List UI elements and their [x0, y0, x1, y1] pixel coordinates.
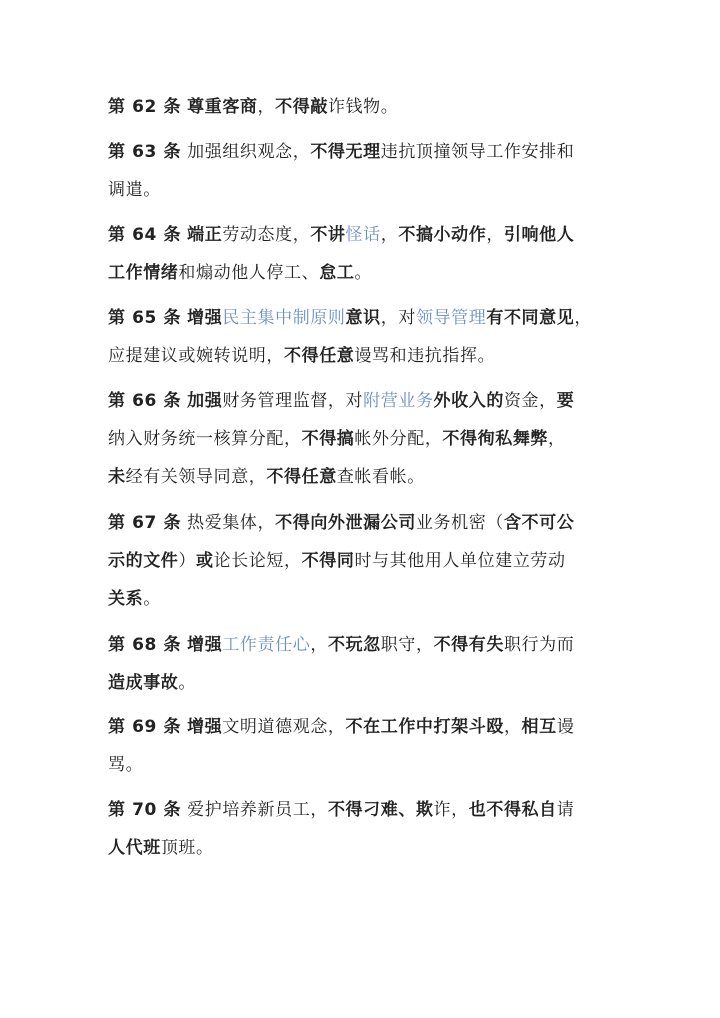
article-line — [108, 799, 574, 821]
text-segment: ， — [486, 225, 504, 245]
text-segment: 诈钱物。 — [327, 97, 399, 117]
text-segment: 违抗顶撞领导工作安排和 — [380, 142, 575, 162]
text-segment: 时与其他用人单位建立劳动 — [354, 551, 566, 571]
text-segment: 关系 — [108, 589, 144, 609]
article-line — [108, 307, 592, 329]
text-segment: 。 — [354, 263, 373, 283]
text-segment: 职行为而 — [503, 635, 575, 655]
highlight-term: 民主集中制原则 — [222, 308, 346, 328]
article-line — [108, 262, 372, 284]
text-segment: 不玩忽 — [327, 635, 381, 655]
text-segment: 或 — [196, 551, 214, 571]
text-segment: 劳动态度， — [222, 225, 311, 245]
text-segment: 不得向外泄漏公司 — [275, 513, 416, 533]
highlight-term: 领导管理 — [415, 308, 487, 328]
text-segment: 端正 — [187, 225, 223, 245]
text-segment: ， — [503, 717, 522, 737]
text-segment: 文明道德观念， — [222, 717, 346, 737]
text-segment: 尊重客商 — [187, 97, 258, 117]
text-segment: 职守， — [380, 635, 434, 655]
text-segment: 外收入的 — [433, 391, 504, 411]
text-segment: 要 — [556, 391, 575, 411]
text-segment: 意识 — [345, 308, 381, 328]
article-line — [108, 390, 574, 412]
text-segment: 相互 — [521, 717, 557, 737]
text-segment: 未 — [108, 467, 126, 487]
text-segment: 也不得私自 — [468, 800, 557, 820]
text-segment: 查帐看帐。 — [336, 467, 425, 487]
article-line — [108, 837, 214, 859]
text-segment: 。 — [143, 589, 161, 609]
text-segment: ， — [548, 429, 566, 449]
text-segment: ， — [380, 225, 399, 245]
text-segment: 资金， — [503, 391, 557, 411]
article-number: 第 69 条 — [108, 717, 182, 737]
text-segment: 不得任意 — [284, 346, 355, 366]
text-segment: 怠工 — [319, 263, 355, 283]
text-segment: ， — [310, 635, 328, 655]
text-segment: 帐外分配， — [354, 429, 443, 449]
text-segment: 经有关领导同意， — [125, 467, 267, 487]
text-segment: ，对 — [380, 308, 416, 328]
text-segment: 增强 — [187, 635, 223, 655]
article-number: 第 64 条 — [108, 225, 182, 245]
text-segment: 不搞小动作 — [398, 225, 487, 245]
text-segment: 不得刁难、欺 — [327, 800, 434, 820]
text-segment: 增强 — [187, 308, 223, 328]
article-number: 第 63 条 — [108, 142, 182, 162]
article-line — [108, 428, 566, 450]
highlight-term: 工作责任心 — [222, 635, 311, 655]
text-segment: 不得任意 — [266, 467, 337, 487]
article-line — [108, 550, 566, 572]
text-segment: 加强组织观念， — [187, 142, 311, 162]
highlight-term: 附营业务 — [363, 391, 434, 411]
text-segment: 加强 — [187, 391, 223, 411]
text-segment: ， — [257, 97, 276, 117]
text-segment: 有不同意见 — [486, 308, 575, 328]
article-line — [108, 588, 161, 610]
text-segment: 不得同 — [301, 551, 355, 571]
text-segment: ， — [574, 308, 592, 328]
article-line — [108, 466, 425, 488]
article-number: 第 65 条 — [108, 308, 182, 328]
text-segment: 诈， — [433, 800, 469, 820]
article-line — [108, 141, 574, 163]
text-segment: 不得徇私舞弊 — [442, 429, 549, 449]
article-number: 第 67 条 — [108, 513, 182, 533]
text-segment: 人代班 — [108, 838, 161, 858]
text-segment: 不得无理 — [310, 142, 381, 162]
text-segment: 不得敲 — [275, 97, 328, 117]
text-segment: 调遣。 — [108, 180, 161, 200]
text-segment: 不得搞 — [301, 429, 355, 449]
text-segment: 顶班。 — [160, 838, 214, 858]
article-line — [108, 224, 574, 246]
text-segment: 引响他人 — [503, 225, 575, 245]
text-segment: 工作情绪 — [108, 263, 179, 283]
article-line — [108, 754, 143, 776]
text-segment: 示的文件 — [108, 551, 179, 571]
highlight-term: 怪话 — [345, 225, 381, 245]
article-line — [108, 512, 574, 534]
text-segment: 财务管理监督，对 — [222, 391, 364, 411]
text-segment: 。 — [178, 673, 197, 693]
text-segment: 骂。 — [108, 755, 144, 775]
article-number: 第 62 条 — [108, 97, 182, 117]
article-number: 第 70 条 — [108, 800, 182, 820]
text-segment: 不得有失 — [433, 635, 504, 655]
text-segment: 爱护培养新员工， — [187, 800, 328, 820]
text-segment: 谩骂和违抗指挥。 — [354, 346, 496, 366]
text-segment: 谩 — [556, 717, 575, 737]
text-segment: 请 — [556, 800, 575, 820]
text-segment: 业务机密（ — [415, 513, 504, 533]
text-segment: 不讲 — [310, 225, 346, 245]
text-segment: 增强 — [187, 717, 223, 737]
article-line — [108, 96, 398, 118]
text-segment: 和煽动他人停工、 — [178, 263, 320, 283]
article-number: 第 66 条 — [108, 391, 182, 411]
text-segment: ） — [178, 551, 197, 571]
text-segment: 含不可公 — [503, 513, 575, 533]
text-segment: 应提建议或婉转说明， — [108, 346, 284, 366]
text-segment: 论长论短， — [213, 551, 302, 571]
article-line — [108, 179, 161, 201]
text-segment: 热爱集体， — [187, 513, 276, 533]
text-segment: 造成事故 — [108, 673, 179, 693]
article-line — [108, 634, 574, 656]
article-line — [108, 716, 574, 738]
article-line — [108, 672, 196, 694]
article-line — [108, 345, 495, 367]
article-number: 第 68 条 — [108, 635, 182, 655]
text-segment: 不在工作中打架斗殴 — [345, 717, 504, 737]
text-segment: 纳入财务统一核算分配， — [108, 429, 302, 449]
